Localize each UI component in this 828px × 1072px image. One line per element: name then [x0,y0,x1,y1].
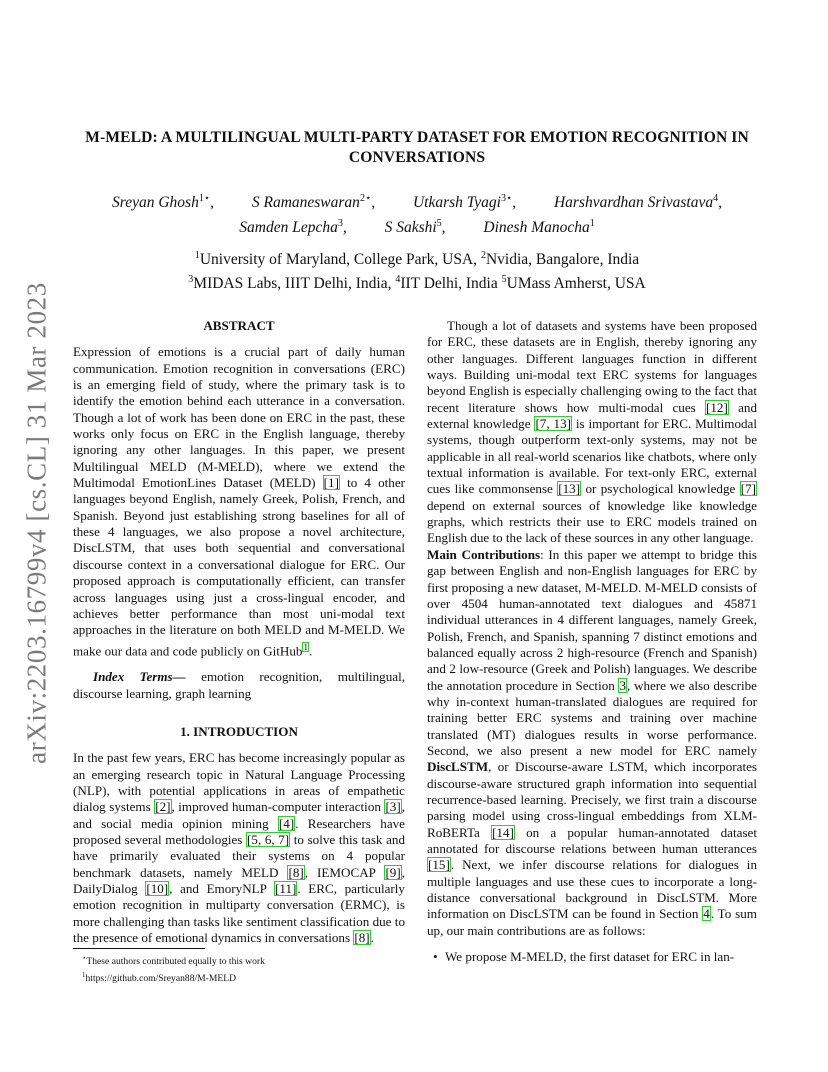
author: S Sakshi$^5$, [384,218,446,237]
abstract-text: Expression of emotions is a crucial part of daily human communication. Emotion recognition in conversations (ERC) is an emerging field of study, where the primary task is to identify the emotion behind each utterance in a conversation. Though a lot of work has been done on ERC in the past, these works only focus on ERC in the English language, thereby ignoring any other languages. In this paper, we present Multilingual MELD (M-MELD), where we extend the Multimodal EmotionLines Dataset (MELD) [73,344,405,491]
body-text: . To sum up, our main contributions are as follows: [427,906,757,938]
body-text: In the past few years, ERC has become increasingly popular as an emerging research topic in Natural Language Processing (NLP), with potential applications in areas of empathetic dialog systems [73,750,405,815]
author-name: Harshvardhan Srivastava [553,194,714,212]
author-name: Utkarsh Tyagi [412,194,501,212]
author-line-1 [72,188,762,213]
bullet-icon: • [433,949,438,965]
author-name: Sreyan Ghosh [112,194,199,212]
body-text: , improved human-computer interaction [171,799,385,815]
body-text: , DailyDialog [73,864,405,897]
body-text: , or Discourse-aware LSTM, which incorporates discourse-aware structured graph information into sequential recurrence-based learning. Precisely, we first train a discourse parsing model using cross-lingual embeddings from XLM- [427,759,757,824]
footnote-text: These authors contributed equally to this work [86,956,265,968]
citation-link[interactable]: [7] [740,481,756,497]
footnote-mark: ⋆ [82,954,87,962]
footnote-url[interactable]: https://github.com/Sreyan88/M-MELD [85,972,237,984]
author: Sreyan Ghosh$^{1⋆}$, [112,193,214,212]
footnote-equal-contribution [82,952,412,969]
left-column [73,318,405,946]
intro-paragraph [73,750,405,946]
body-text [480,825,491,840]
citation-link[interactable]: [4] [278,815,295,831]
author-name: Samden Lepcha [239,219,338,237]
author-sup: 1⋆ [198,193,211,204]
citation-link[interactable]: [14] [492,824,514,840]
affiliation-text: MIDAS Labs, IIIT Delhi, India, [193,275,396,293]
list-item-text: We propose M-MELD, the first dataset for ERC in lan- [445,949,735,965]
body-text: Though a lot of datasets and systems have been proposed for ERC, these datasets are in English, thereby ignoring any other languages. Different languages function in different ways. Building uni-modal text ERC systems for languages beyond English is especially challenging owing to the fact that recent literature shows how multi-modal cues [427,318,757,415]
body-text: , and EmoryNLP [169,881,275,897]
abstract-heading: ABSTRACT [203,318,275,333]
author-sup: 1 [589,218,595,230]
footnote-link[interactable]: 1 [303,641,308,652]
body-text: on a popular human-annotated dataset annotated for discourse relations between human utterances [427,824,757,856]
spacer [73,702,405,724]
author: Samden Lepcha$^3$, [239,218,347,237]
affiliation-sup: 5 [501,274,507,286]
affiliation-sup: 1 [194,250,200,261]
body-text: and external knowledge [427,399,757,432]
index-terms [73,669,405,702]
citation-link[interactable]: [11] [275,881,297,897]
author-list [72,188,762,238]
affiliation-line-2 [72,270,762,294]
citation-link[interactable]: [7, 13] [535,416,571,432]
body-text: : In this paper we attempt to bridge this gap between English and non-English languages for ERC by first proposing a new dataset, M-MELD. M-MELD consists of over 4504 human-annotated text dialogues and 45871 individual utterances in 4 different languages, namely Greek, Polish, French, and Spanish, spanning 7 distinct emotions and balanced equally across 2 high-resource (French and Spanish) and 2 low-resource (Greek and Polish) languages. We describe the annotation procedure in Section [427,546,757,693]
citation-link[interactable]: [8] [354,930,370,946]
arxiv-id-text[interactable]: arXiv:2203.16799v4 [cs.CL] 31 Mar 2023 [21,282,52,764]
author: Utkarsh Tyagi$^{3⋆}$, [412,193,517,212]
affiliation-text: University of Maryland, College Park, USA, [199,251,481,269]
footnote-github [82,969,412,986]
abstract-paragraph [73,344,405,659]
author-sup: 4 [713,193,719,204]
abstract-text: . [308,642,313,658]
affiliation-sup: 2 [480,250,486,261]
citation-link[interactable]: [10] [146,881,169,897]
citation-link[interactable]: [8] [288,864,304,880]
abstract-text: to 4 other languages beyond English, namely Greek, Polish, French, and Spanish. Beyond just establishing strong baselines for all of these 4 languages, we also propose a novel architecture, DiscLSTM, that uses both sequential and conversational discourse context in a conversational dialogue for ERC. Our proposed approach is computationally efficient, can transfer across languages using just a cross-lingual encoder, and achieves better performance than most uni-modal text approaches in the literature on both MELD and M-MELD. We make our data and code publicly on GitHub [73,475,405,658]
right-column [427,318,757,965]
citation-link[interactable]: [9] [385,864,401,880]
body-text: , IEMOCAP [304,864,385,880]
spacer [73,659,405,669]
citation-link[interactable]: [2] [155,799,171,815]
citation-link[interactable]: [15] [428,857,450,873]
section-heading-introduction: 1. INTRODUCTION [180,723,298,739]
body-text: is important for ERC. Multimodal systems, though outperform text-only systems, may not be applicable in all real-world scenarios like chatbots, where only textual information is available. For text-only ERC, external cues like commonsense [427,416,757,497]
affiliation-sup: 4 [395,274,401,286]
paper-title: M-MELD: A MULTILINGUAL MULTI-PARTY DATASET FOR EMOTION RECOGNITION IN CONVERSATIONS [85,129,749,166]
affiliation-text: UMass Amherst, USA [506,275,646,293]
section-link[interactable]: 4 [703,906,710,922]
body-text: to solve this task and have primarily evaluated their systems on 4 popular benchmark datasets, namely MELD [73,831,405,880]
author-sup: 3 [337,218,343,230]
index-terms-label: Index Terms— [93,669,186,685]
citation-link[interactable]: [13] [558,481,581,497]
author: S Ramaneswaran$^{2⋆}$, [251,193,376,212]
citation-link[interactable]: [12] [706,399,728,415]
main-contributions-paragraph [427,547,757,939]
main-contributions-label: Main Contributions [427,546,541,562]
affiliation-text: IIT Delhi, India [400,275,502,293]
author-line-2 [72,213,762,238]
model-name: DiscLSTM [427,759,489,775]
citation-link[interactable]: [1] [323,475,339,491]
footnote-divider [73,948,205,949]
body-text: . ERC, particularly emotion recognition in multiparty conversation (ERMC), is more challenging than tasks like sentiment classification due to the presence of emotional dynamics in conversations [73,881,405,946]
body-text: depend on external sources of knowledge like knowledge graphs, which restricts their use to ERC models trained on English due to the lack of these sources in any other language. [427,497,757,546]
body-text: . [370,930,374,946]
citation-link[interactable]: [5, 6, 7] [247,831,290,847]
citation-link[interactable]: [3] [385,799,401,815]
footnotes [82,952,412,985]
author: Harshvardhan Srivastava$^4$, [553,193,722,212]
affiliations [72,246,762,294]
affiliation-sup: 3 [188,274,194,286]
author-sup: 3⋆ [500,193,513,204]
body-text: or psychological knowledge [581,481,740,497]
body-text: , and social media opinion mining [73,799,405,831]
author-name: S Ramaneswaran [251,194,360,212]
contribution-list [427,949,757,965]
affiliation-text: Nvidia, Bangalore, India [485,251,640,269]
author [483,213,594,238]
body-text: . Next, we infer discourse relations for dialogues in multiple languages and use these cues to incorporate a long-distance conversational background in DiscLSTM. More information on DiscLSTM can be found in Section [427,857,757,922]
body-text: , where we also describe why in-context human-translated dialogues are required for training better ERC systems and training over machine translated (MT) dialogues results in worse performance. Second, we also present a new model for ERC namely [427,677,757,758]
body-paragraph [427,318,757,547]
author-sup: 2⋆ [359,193,372,204]
body-text: . Researchers have proposed several methodologies [73,815,405,847]
author-name: S Sakshi [384,219,437,237]
author-sup: 5 [436,218,442,230]
index-terms-text: emotion recognition, multilingual, discourse learning, graph learning [73,669,405,701]
author-name: Dinesh Manocha [483,219,590,237]
body-text: RoBERTa [427,824,480,840]
section-link[interactable]: 3 [619,677,627,693]
arxiv-identifier-stamp [20,282,54,764]
list-item [433,949,757,965]
affiliation-line-1 [72,246,762,270]
footnote-mark: 1 [82,970,86,979]
